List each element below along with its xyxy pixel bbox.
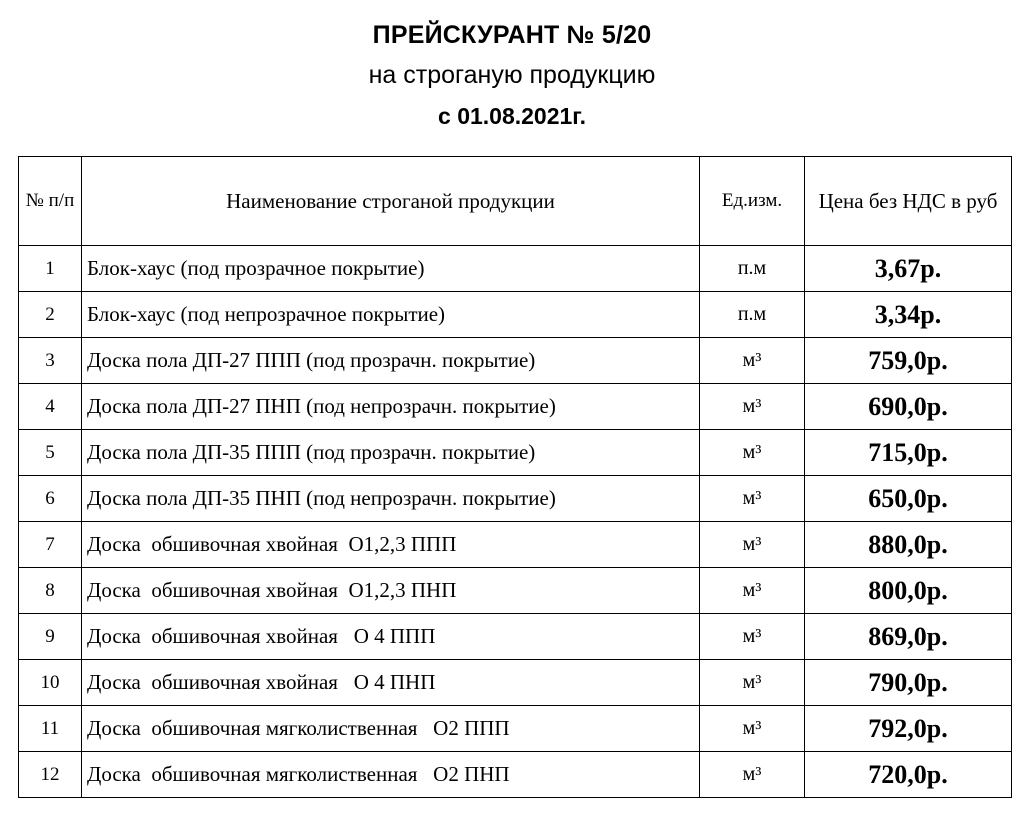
table-row [19, 660, 1012, 706]
product-name: Доска пола ДП-27 ПНП (под непрозрачн. покрытие) [82, 384, 700, 430]
product-name: Блок-хаус (под прозрачное покрытие) [82, 246, 700, 292]
price-value: 650,0р. [805, 476, 1012, 522]
table-header [19, 157, 1012, 246]
table-row [19, 752, 1012, 798]
unit-of-measure: м³ [700, 706, 805, 752]
unit-of-measure: м³ [700, 338, 805, 384]
product-name: Доска обшивочная мягколиственная О2 ПНП [82, 752, 700, 798]
unit-of-measure: м³ [700, 660, 805, 706]
product-name: Доска пола ДП-27 ППП (под прозрачн. покрытие) [82, 338, 700, 384]
row-number: 10 [19, 660, 82, 706]
price-value: 690,0р. [805, 384, 1012, 430]
row-number: 9 [19, 614, 82, 660]
product-name: Блок-хаус (под непрозрачное покрытие) [82, 292, 700, 338]
table-row [19, 568, 1012, 614]
unit-of-measure: м³ [700, 384, 805, 430]
product-name: Доска пола ДП-35 ППП (под прозрачн. покрытие) [82, 430, 700, 476]
row-number: 12 [19, 752, 82, 798]
table-row [19, 706, 1012, 752]
price-value: 3,34р. [805, 292, 1012, 338]
unit-of-measure: м³ [700, 614, 805, 660]
unit-of-measure: м³ [700, 752, 805, 798]
table-body [19, 246, 1012, 798]
table-row [19, 384, 1012, 430]
row-number: 1 [19, 246, 82, 292]
price-value: 715,0р. [805, 430, 1012, 476]
table-row [19, 522, 1012, 568]
price-value: 790,0р. [805, 660, 1012, 706]
product-name: Доска пола ДП-35 ПНП (под непрозрачн. покрытие) [82, 476, 700, 522]
product-name: Доска обшивочная хвойная О1,2,3 ПНП [82, 568, 700, 614]
column-header-price: Цена без НДС в руб [805, 157, 1012, 246]
document-title: ПРЕЙСКУРАНТ № 5/20 [372, 21, 652, 49]
table-row [19, 292, 1012, 338]
product-name: Доска обшивочная хвойная О 4 ППП [82, 614, 700, 660]
document-header [0, 18, 1024, 133]
row-number: 8 [19, 568, 82, 614]
column-header-unit: Ед.изм. [700, 157, 805, 246]
price-value: 800,0р. [805, 568, 1012, 614]
row-number: 6 [19, 476, 82, 522]
table-row [19, 338, 1012, 384]
unit-of-measure: м³ [700, 430, 805, 476]
price-table [18, 156, 1012, 798]
row-number: 2 [19, 292, 82, 338]
product-name: Доска обшивочная хвойная О 4 ПНП [82, 660, 700, 706]
price-value: 869,0р. [805, 614, 1012, 660]
unit-of-measure: м³ [700, 522, 805, 568]
table-row [19, 476, 1012, 522]
product-name: Доска обшивочная мягколиственная О2 ППП [82, 706, 700, 752]
row-number: 3 [19, 338, 82, 384]
column-header-num: № п/п [19, 157, 82, 246]
row-number: 4 [19, 384, 82, 430]
row-number: 7 [19, 522, 82, 568]
price-value: 720,0р. [805, 752, 1012, 798]
price-value: 880,0р. [805, 522, 1012, 568]
row-number: 5 [19, 430, 82, 476]
table-row [19, 614, 1012, 660]
unit-of-measure: м³ [700, 568, 805, 614]
price-value: 3,67р. [805, 246, 1012, 292]
document-subtitle: на строганую продукцию [368, 61, 656, 89]
table-row [19, 430, 1012, 476]
table-row [19, 246, 1012, 292]
effective-date: с 01.08.2021г. [438, 103, 586, 129]
price-value: 792,0р. [805, 706, 1012, 752]
price-value: 759,0р. [805, 338, 1012, 384]
column-header-name: Наименование строганой продукции [82, 157, 700, 246]
product-name: Доска обшивочная хвойная О1,2,3 ППП [82, 522, 700, 568]
unit-of-measure: п.м [700, 292, 805, 338]
table-header-row [19, 157, 1012, 246]
unit-of-measure: п.м [700, 246, 805, 292]
unit-of-measure: м³ [700, 476, 805, 522]
row-number: 11 [19, 706, 82, 752]
